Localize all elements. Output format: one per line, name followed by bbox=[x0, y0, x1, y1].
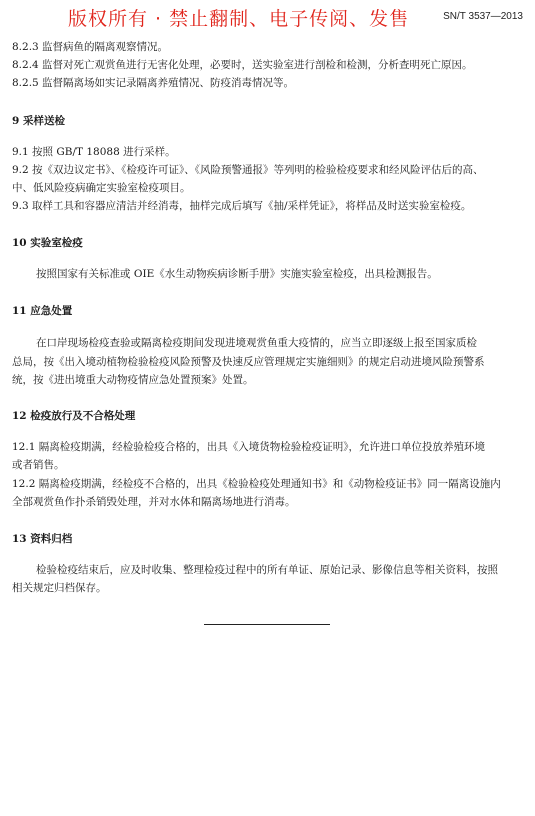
section-12-heading: 12 检疫放行及不合格处理 bbox=[12, 410, 136, 422]
clause-9-2-cont: 中、低风险疫病确定实验室检疫项目。 bbox=[12, 182, 191, 194]
clause-9-3: 9.3 取样工具和容器应清洁并经消毒，抽样完成后填写《抽/采样凭证》，将样品及时送实验室检疫。 bbox=[12, 200, 472, 212]
standard-code: SN/T 3537—2013 bbox=[443, 11, 523, 22]
section-13-heading: 13 资料归档 bbox=[12, 533, 73, 545]
section-10-text: 按照国家有关标准或 OIE《水生动物疾病诊断手册》实施实验室检疫，出具检测报告。 bbox=[36, 268, 438, 280]
clause-8-2-5: 8.2.5 监督隔离场如实记录隔离养殖情况、防疫消毒情况等。 bbox=[12, 77, 295, 89]
section-11-text-1: 在口岸现场检疫查验或隔离检疫期间发现进境观赏鱼重大疫情的，应当立即逐级上报至国家质检 bbox=[36, 337, 477, 349]
section-9-heading: 9 采样送检 bbox=[12, 115, 65, 127]
section-11-heading: 11 应急处置 bbox=[12, 305, 73, 317]
section-10-heading: 10 实验室检疫 bbox=[12, 237, 83, 249]
section-13-text-1: 检验检疫结束后，应及时收集、整理检疫过程中的所有单证、原始记录、影像信息等相关资料，按照 bbox=[36, 564, 498, 576]
section-11-text-2: 总局，按《出入境动植物检验检疫风险预警及快速反应管理规定实施细则》的规定启动进境风险预警系 bbox=[12, 356, 485, 368]
clause-12-1-cont: 或者销售。 bbox=[12, 459, 65, 471]
clause-8-2-3: 8.2.3 监督病鱼的隔离观察情况。 bbox=[12, 41, 169, 53]
copyright-watermark: 版权所有 · 禁止翻制、电子传阅、发售 bbox=[68, 8, 410, 30]
clause-12-2-cont: 全部观赏鱼作扑杀销毁处理，并对水体和隔离场地进行消毒。 bbox=[12, 496, 296, 508]
clause-12-1: 12.1 隔离检疫期满，经检验检疫合格的，出具《入境货物检验检疫证明》，允许进口单位投放养殖环境 bbox=[12, 441, 485, 453]
clause-9-2: 9.2 按《双边议定书》、《检疫许可证》、《风险预警通报》等列明的检验检疫要求和经风险评估后的高、 bbox=[12, 164, 484, 176]
clause-9-1: 9.1 按照 GB/T 18088 进行采样。 bbox=[12, 146, 176, 158]
clause-12-2: 12.2 隔离检疫期满，经检疫不合格的，出具《检验检疫处理通知书》和《动物检疫证书》同一隔离设施内 bbox=[12, 478, 501, 490]
section-13-text-2: 相关规定归档保存。 bbox=[12, 582, 107, 594]
section-11-text-3: 统，按《进出境重大动物疫情应急处置预案》处置。 bbox=[12, 374, 254, 386]
end-rule bbox=[204, 624, 330, 625]
clause-8-2-4: 8.2.4 监督对死亡观赏鱼进行无害化处理，必要时，送实验室进行剖检和检测，分析查明死亡原因。 bbox=[12, 59, 473, 71]
